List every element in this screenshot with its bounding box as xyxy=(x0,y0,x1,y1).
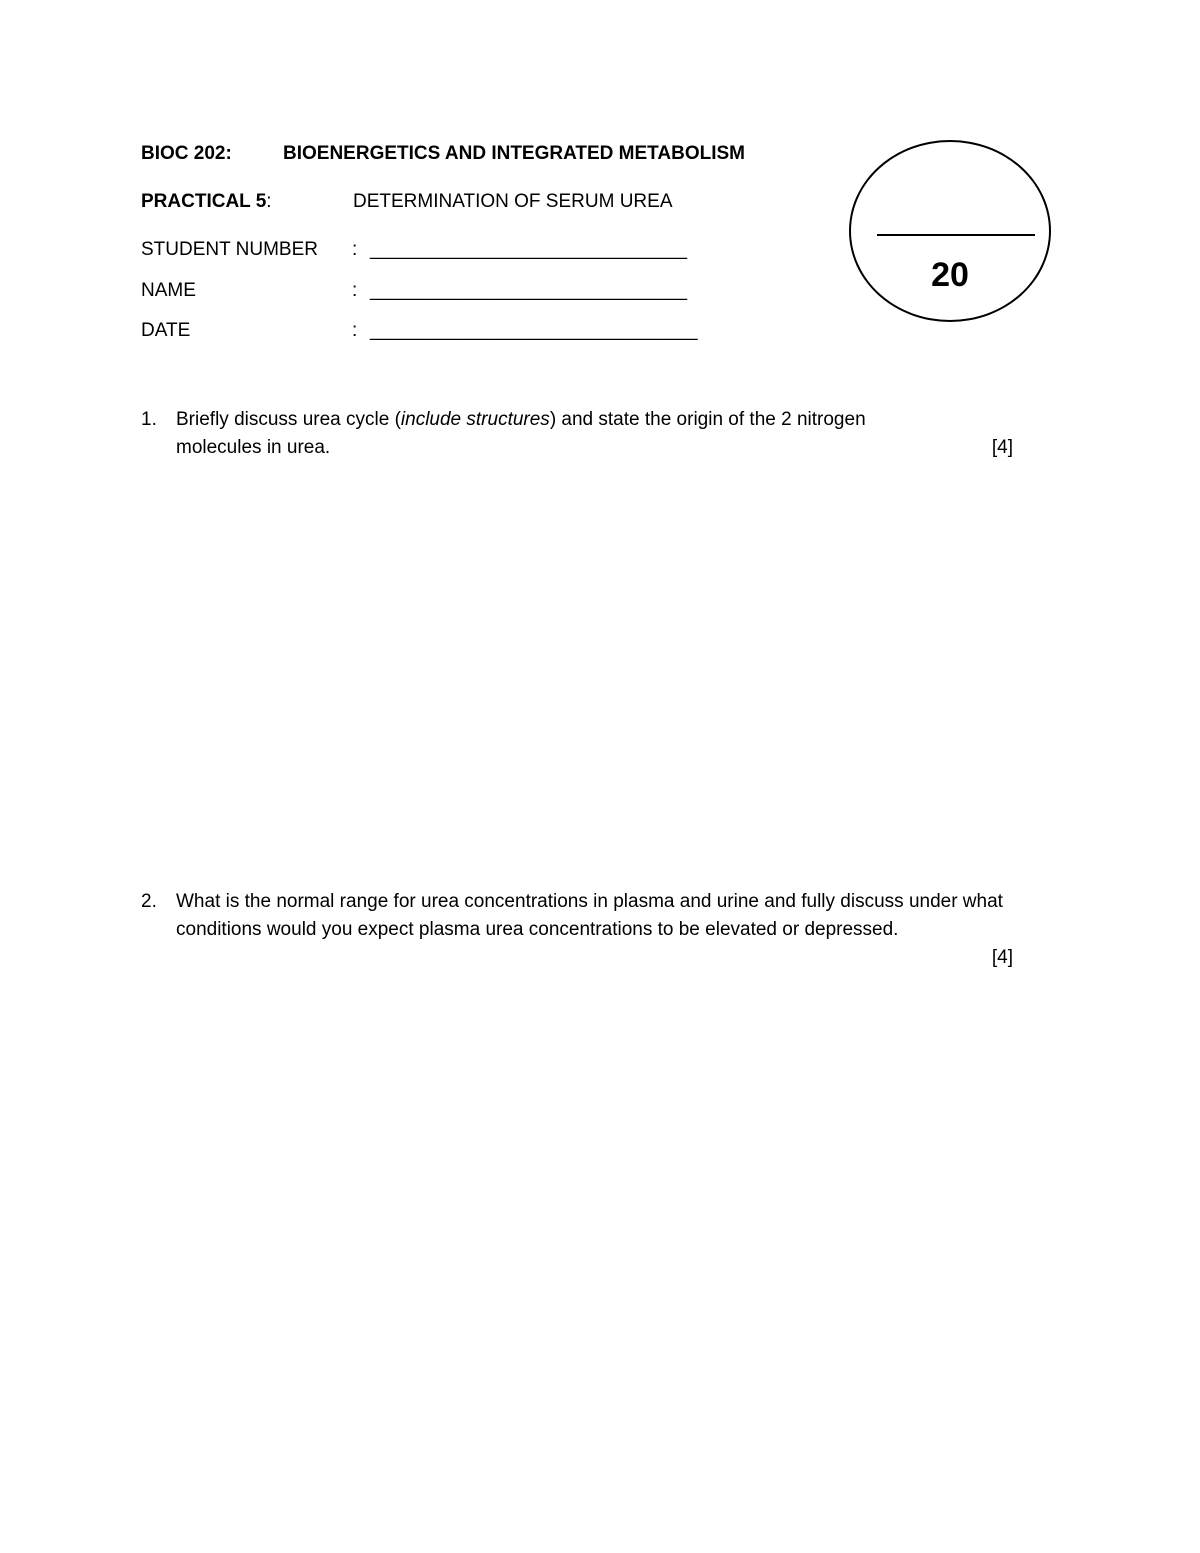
student-number-field[interactable]: ______________________________ xyxy=(370,239,688,260)
score-total: 20 xyxy=(931,256,969,294)
question-number: 2. xyxy=(141,891,157,912)
question-text: What is the normal range for urea concentrations in plasma and urine and fully discuss under what conditions would you expect plasma urea concentrations to be elevated or depressed. xyxy=(176,891,1003,940)
practical-title: DETERMINATION OF SERUM UREA xyxy=(353,191,673,212)
question-text-italic: include structures xyxy=(400,409,550,430)
name-colon: : xyxy=(352,280,358,301)
student-number-colon: : xyxy=(352,239,358,260)
course-code: BIOC 202: xyxy=(141,143,232,164)
score-circle xyxy=(849,140,1051,322)
date-field[interactable]: _______________________________ xyxy=(370,320,698,341)
practical-colon: : xyxy=(266,191,272,212)
score-blank-line[interactable] xyxy=(877,234,1035,236)
name-field[interactable]: ______________________________ xyxy=(370,280,688,301)
question-2 xyxy=(141,888,1016,978)
question-text-part: ) and state the origin of the 2 nitrogen molecules in urea. xyxy=(176,409,866,458)
question-number: 1. xyxy=(141,409,157,430)
date-label: DATE xyxy=(141,320,191,341)
question-text-part: Briefly discuss urea cycle ( xyxy=(176,409,401,430)
course-title: BIOENERGETICS AND INTEGRATED METABOLISM xyxy=(283,143,745,164)
question-marks: [4] xyxy=(991,947,1013,968)
question-1 xyxy=(141,406,1016,466)
question-marks: [4] xyxy=(991,437,1013,458)
name-label: NAME xyxy=(141,280,196,301)
date-colon: : xyxy=(352,320,358,341)
practical-label: PRACTICAL 5 xyxy=(141,191,267,212)
student-number-label: STUDENT NUMBER xyxy=(141,239,318,260)
question-text xyxy=(176,406,896,462)
practical-label-group xyxy=(141,191,272,213)
